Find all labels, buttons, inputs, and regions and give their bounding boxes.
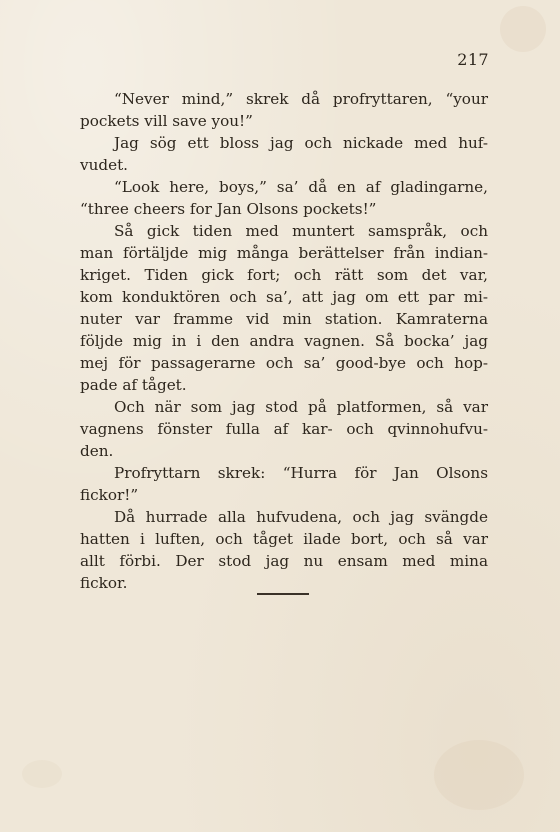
- text-line: den.: [80, 442, 114, 460]
- paper-stain: [500, 6, 546, 52]
- text-line: Profryttarn skrek: “Hurra för Jan Olsons: [114, 464, 488, 482]
- paragraph: [80, 506, 488, 594]
- paragraph: [80, 132, 488, 176]
- text-line: nuter var framme vid min station. Kamraterna: [80, 310, 488, 328]
- text-line: man förtäljde mig många berättelser från indian-: [80, 244, 488, 262]
- text-line: Då hurrade alla hufvudena, och jag svängde: [114, 508, 488, 526]
- body-text: [80, 88, 488, 594]
- page-number: 217: [457, 50, 489, 69]
- text-line: vudet.: [80, 156, 129, 174]
- paragraph: [80, 176, 488, 220]
- text-line: Och när som jag stod på platformen, så var: [114, 398, 488, 416]
- text-line: pockets vill save you!”: [80, 112, 253, 130]
- text-line: vagnens fönster fulla af kar- och qvinnohufvu-: [80, 420, 488, 438]
- text-line: mej för passagerarne och sa’ good-bye och hop-: [80, 354, 488, 372]
- text-line: “Look here, boys,” sa’ då en af gladingarne,: [114, 178, 488, 196]
- section-divider: [257, 593, 309, 595]
- paper-stain: [22, 760, 62, 788]
- text-line: Så gick tiden med muntert samspråk, och: [114, 222, 488, 240]
- text-line: fickor.: [80, 574, 128, 592]
- text-line: “Never mind,” skrek då profryttaren, “your: [114, 90, 488, 108]
- text-line: “three cheers for Jan Olsons pockets!”: [80, 200, 377, 218]
- text-line: hatten i luften, och tåget ilade bort, och så var: [80, 530, 488, 548]
- paragraph: [80, 396, 488, 462]
- text-line: Jag sög ett bloss jag och nickade med huf-: [114, 134, 488, 152]
- text-line: allt förbi. Der stod jag nu ensam med mina: [80, 552, 488, 570]
- text-line: kom konduktören och sa’, att jag om ett par mi-: [80, 288, 488, 306]
- paragraph: [80, 220, 488, 396]
- text-line: följde mig in i den andra vagnen. Så bocka’ jag: [80, 332, 488, 350]
- text-line: pade af tåget.: [80, 376, 187, 394]
- paragraph: [80, 88, 488, 132]
- paragraph: [80, 462, 488, 506]
- text-line: fickor!”: [80, 486, 139, 504]
- text-line: kriget. Tiden gick fort; och rätt som det var,: [80, 266, 488, 284]
- paper-stain: [434, 740, 524, 810]
